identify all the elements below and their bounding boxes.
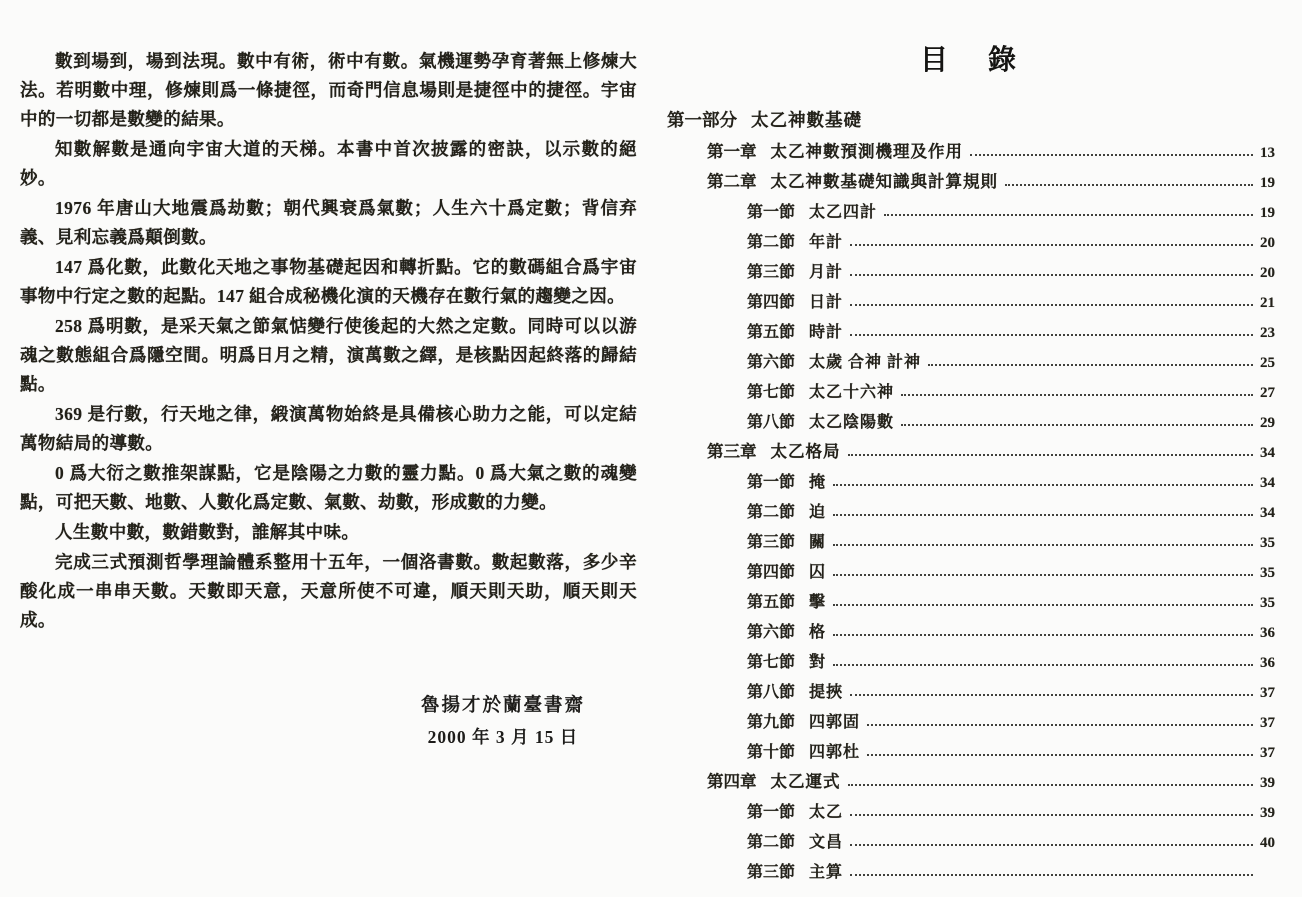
preface-paragraph: 369 是行數，行天地之律，緞演萬物始終是具備核心助力之能，可以定結萬物結局的導數。 [20,404,637,453]
toc-entry-number: 第九節 [747,714,796,731]
toc-entry[interactable] [667,432,1275,462]
preface-paragraph: 完成三式預測哲學理論體系整用十五年，一個洛書數。數起數落，多少辛酸化成一串串天數。天數即天意，天意所使不可違，順天則天助，順天則天成。 [20,552,637,630]
toc-entry-page: 20 [1260,235,1275,251]
toc-entry[interactable] [667,372,1275,402]
dot-leader [970,154,1253,156]
toc-title: 目 錄 [919,45,1022,76]
toc-entry-page: 40 [1260,835,1275,851]
dot-leader [833,634,1253,636]
toc-entry-title: 年計 [809,234,844,251]
toc-entry-number: 第八節 [747,684,796,701]
dot-leader [901,424,1253,426]
toc-entry[interactable] [667,792,1275,822]
toc-entry-page: 36 [1260,655,1275,671]
toc-entry-number: 第三節 [747,864,796,881]
dot-leader [848,784,1254,786]
toc-entry-title: 囚 [809,564,827,581]
toc-entry-title: 格 [809,624,827,641]
toc-entry[interactable] [667,192,1275,222]
toc-entry-number: 第六節 [747,624,796,641]
toc-entry-number: 第三節 [747,264,796,281]
toc-entry[interactable] [667,612,1275,642]
dot-leader [867,724,1253,726]
toc-entry-number: 第三節 [747,534,796,551]
dot-leader [833,514,1253,516]
toc-entry-page: 35 [1260,595,1275,611]
dot-leader [850,274,1253,276]
toc-entry-number: 第五節 [747,594,796,611]
dot-leader [850,874,1253,876]
toc-entry-title: 提挾 [809,684,844,701]
preface-text [20,47,637,635]
toc-entry-page: 39 [1260,775,1275,791]
toc-entry-title: 月計 [809,264,844,281]
dot-leader [833,604,1253,606]
toc-entry-title: 日計 [809,294,844,311]
dot-leader [867,754,1253,756]
toc-entry-title: 四郭固 [809,714,861,731]
dot-leader [850,304,1253,306]
dot-leader [901,394,1253,396]
toc-entry[interactable] [667,702,1275,732]
toc-entry-number: 第四節 [747,564,796,581]
toc-entry-title: 太乙神數基礎知識與計算規則 [770,172,998,191]
toc-entry-title: 太乙陰陽數 [809,414,895,431]
toc-entry-number: 第七節 [747,654,796,671]
toc-entry-page: 35 [1260,565,1275,581]
toc-entry-title: 對 [809,654,827,671]
toc-entry-number: 第一節 [747,204,796,221]
toc-entry-number: 第一節 [747,474,796,491]
toc-entry-title: 太乙運式 [770,772,841,791]
toc-entry[interactable] [667,312,1275,342]
toc-entry[interactable] [667,462,1275,492]
dot-leader [850,244,1253,246]
toc-entry-number: 第一節 [747,804,796,821]
toc-entry-title: 文昌 [809,834,844,851]
toc-entry[interactable] [667,582,1275,612]
preface-paragraph: 數到場到，場到法現。數中有術，術中有數。氣機運勢孕育著無上修煉大法。若明數中理，修煉則爲一條捷徑，而奇門信息場則是捷徑中的捷徑。宇宙中的一切都是數變的結果。 [20,51,637,129]
signature-date: 2000 年 3 月 15 日 [427,727,579,747]
dot-leader [833,664,1253,666]
toc-entry[interactable] [667,822,1275,852]
signature-wrap [421,691,585,749]
toc-entry-page: 13 [1260,145,1275,161]
toc-entry-number: 第二節 [747,504,796,521]
toc-entry-title: 太乙四計 [809,204,878,221]
toc-entry-page: 37 [1260,715,1275,731]
toc-entry-title: 太乙格局 [770,442,841,461]
toc-entry[interactable] [667,762,1275,792]
toc-entry-page: 21 [1260,295,1275,311]
toc-entry-title: 太乙神數預測機理及作用 [770,142,963,161]
toc-entry-number: 第四章 [707,772,757,791]
toc-entry-title: 太乙 [809,804,844,821]
toc-entry-number: 第二節 [747,834,796,851]
preface-paragraph: 0 爲大衍之數推架謀點，它是陰陽之力數的靈力點。0 爲大氣之數的魂變點，可把天數、地數、人數化爲定數、氣數、劫數，形成數的力變。 [20,463,637,512]
preface-paragraph: 知數解數是通向宇宙大道的天梯。本書中首次披露的密訣，以示數的絕妙。 [20,139,637,188]
toc-entry-page: 34 [1260,505,1275,521]
dot-leader [848,454,1254,456]
toc-entry-number: 第四節 [747,294,796,311]
dot-leader [850,814,1253,816]
toc-entry[interactable] [667,732,1275,762]
author-signature: 魯揚才於蘭臺書齋 [420,696,585,716]
toc-page [651,0,1302,897]
toc-entry-page: 23 [1260,325,1275,341]
toc-entry[interactable] [667,252,1275,282]
toc-entry-number: 第二章 [707,172,757,191]
toc-entry-number: 第五節 [747,324,796,341]
dot-leader [928,364,1253,366]
toc-entry-page: 25 [1260,355,1275,371]
toc-entry-page: 37 [1260,745,1275,761]
dot-leader [833,484,1253,486]
toc-entry[interactable] [667,162,1275,192]
preface-paragraph: 人生數中數，數錯數對，誰解其中味。 [55,522,360,542]
toc-entry[interactable] [667,642,1275,672]
toc-entry-number: 第一部分 [667,110,737,130]
toc-entry-number: 第二節 [747,234,796,251]
signature-block [20,691,637,749]
toc-entry-number: 第三章 [707,442,757,461]
toc-entry[interactable] [667,132,1275,162]
dot-leader [850,694,1253,696]
dot-leader [833,544,1253,546]
preface-paragraph: 258 爲明數，是采天氣之節氣惦變行使後起的大然之定數。同時可以以游魂之數態組合爲隱空間。明爲日月之精，演萬數之繹，是核點因起終落的歸結點。 [20,316,637,394]
toc-entry-title: 迫 [809,504,827,521]
toc-list [667,102,1275,882]
toc-entry[interactable] [667,522,1275,552]
toc-entry-page: 29 [1260,415,1275,431]
toc-entry-page: 19 [1260,175,1275,191]
preface-paragraph: 147 爲化數，此數化天地之事物基礎起因和轉折點。它的數碼組合爲宇宙事物中行定之數的起點。147 組合成秘機化演的天機存在數行氣的趨變之因。 [20,257,637,306]
toc-entry-number: 第六節 [747,354,796,371]
toc-entry-title: 掩 [809,474,827,491]
toc-entry-page: 20 [1260,265,1275,281]
toc-entry-title: 關 [809,534,827,551]
toc-entry[interactable] [667,102,1275,132]
toc-entry-page: 34 [1260,445,1275,461]
dot-leader [850,844,1253,846]
toc-entry-title: 太乙神數基礎 [751,110,862,130]
toc-entry-number: 第十節 [747,744,796,761]
toc-entry[interactable] [667,282,1275,312]
dot-leader [884,214,1253,216]
toc-entry-title: 時計 [809,324,844,341]
toc-entry[interactable] [667,342,1275,372]
toc-entry[interactable] [667,492,1275,522]
toc-entry-title: 太歲 合神 計神 [809,354,922,371]
toc-entry-title: 太乙十六神 [809,384,895,401]
toc-entry-page: 34 [1260,475,1275,491]
toc-entry-title: 擊 [809,594,827,611]
toc-entry[interactable] [667,402,1275,432]
toc-entry-title: 主算 [809,864,844,881]
toc-entry-number: 第八節 [747,414,796,431]
toc-entry-page: 27 [1260,385,1275,401]
toc-entry[interactable] [667,672,1275,702]
toc-entry[interactable] [667,552,1275,582]
preface-paragraph: 1976 年唐山大地震爲劫數；朝代興衰爲氣數；人生六十爲定數；背信弃義、見利忘義爲顛倒數。 [20,198,637,247]
toc-entry[interactable] [667,222,1275,252]
toc-entry-page: 36 [1260,625,1275,641]
dot-leader [850,334,1253,336]
toc-entry-page: 35 [1260,535,1275,551]
toc-entry-page: 19 [1260,205,1275,221]
toc-entry-page: 37 [1260,685,1275,701]
toc-entry-number: 第一章 [707,142,757,161]
toc-entry-page: 39 [1260,805,1275,821]
toc-entry-title: 四郭杜 [809,744,861,761]
dot-leader [833,574,1253,576]
dot-leader [1005,184,1253,186]
toc-entry[interactable] [667,852,1275,882]
toc-entry-number: 第七節 [747,384,796,401]
